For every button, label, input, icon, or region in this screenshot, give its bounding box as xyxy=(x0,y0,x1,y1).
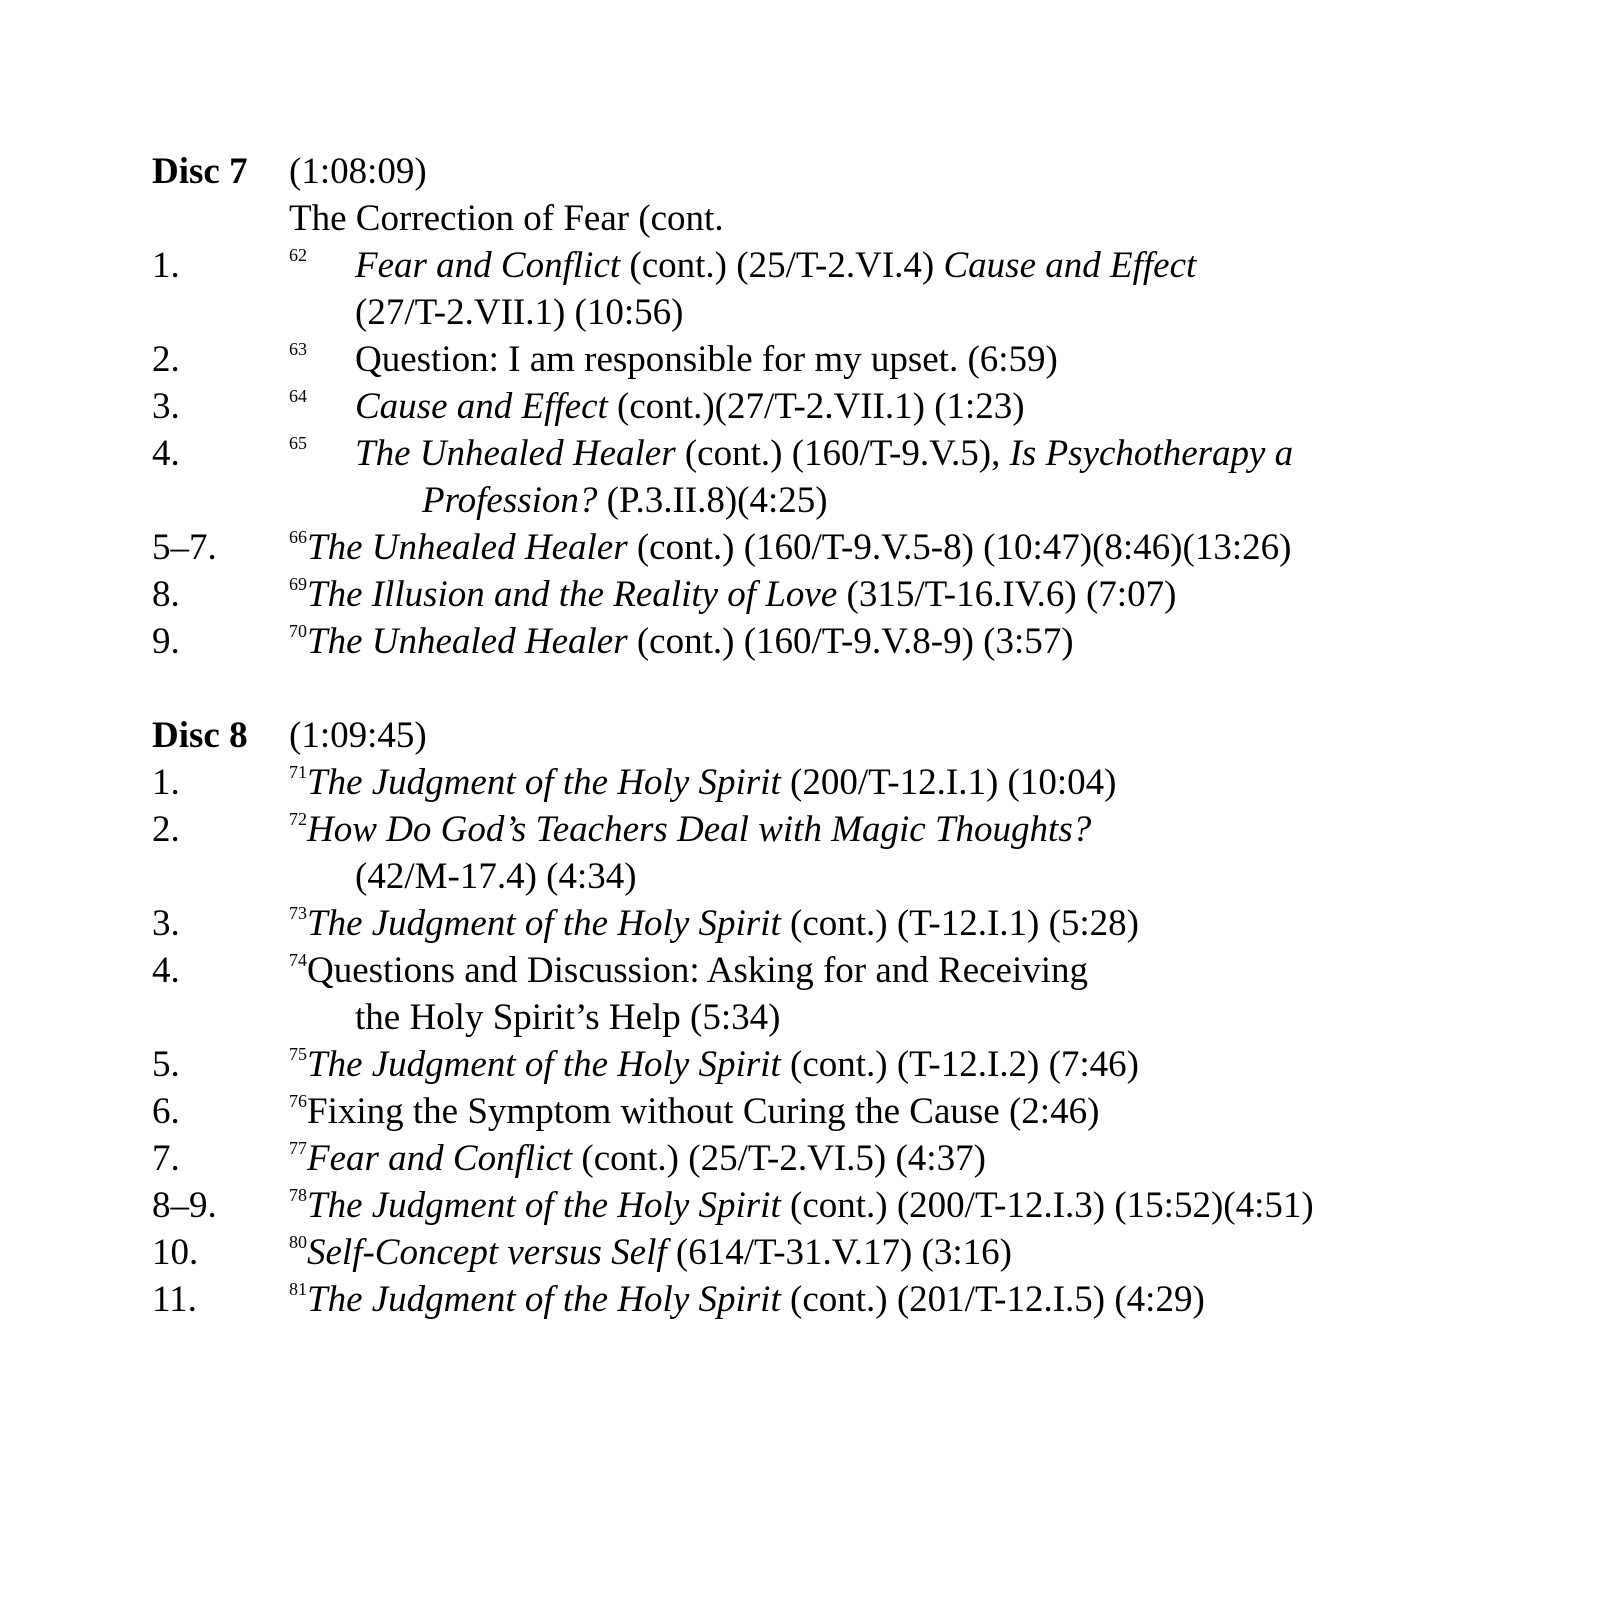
footnote-number: 78 xyxy=(289,1185,307,1205)
footnote-number: 64 xyxy=(289,386,307,406)
track-title xyxy=(289,618,1074,671)
track-number: 4. xyxy=(152,433,180,474)
track-number: 1. xyxy=(152,245,180,286)
title-italic: Profession? xyxy=(422,480,598,521)
title-text: (cont.)(27/T-2.VII.1) (1:23) xyxy=(607,386,1025,427)
footnote-number: 63 xyxy=(289,339,307,359)
title-text: (cont.) (200/T-12.I.3) (15:52)(4:51) xyxy=(780,1185,1314,1226)
track-title xyxy=(289,571,1176,624)
title-italic: Cause and Effect xyxy=(355,386,608,427)
title-text: (cont.) (T-12.I.2) (7:46) xyxy=(780,1044,1140,1085)
track-number: 7. xyxy=(152,1138,180,1179)
title-italic: The Judgment of the Holy Spirit xyxy=(307,1185,781,1226)
title-text: Question: I am responsible for my upset. (6:59) xyxy=(355,339,1058,380)
track-number: 6. xyxy=(152,1091,180,1132)
track-title xyxy=(289,806,1091,859)
title-text: Fixing the Symptom without Curing the Cause (2:46) xyxy=(307,1091,1100,1132)
track-title xyxy=(289,524,1291,577)
track-number: 2. xyxy=(152,339,180,380)
title-italic: How Do God’s Teachers Deal with Magic Thoughts? xyxy=(307,809,1092,850)
title-text: (cont.) (160/T-9.V.5-8) (10:47)(8:46)(13:26) xyxy=(627,527,1292,568)
track-title xyxy=(289,430,1293,483)
track-title-continuation: the Holy Spirit’s Help (5:34) xyxy=(355,997,781,1038)
track-title xyxy=(289,336,1058,389)
title-text: (cont.) (T-12.I.1) (5:28) xyxy=(780,903,1140,944)
title-italic: Fear and Conflict xyxy=(355,245,621,286)
title-italic: The Illusion and the Reality of Love xyxy=(307,574,838,615)
track-title xyxy=(289,900,1139,953)
footnote-number: 74 xyxy=(289,950,307,970)
title-text: (315/T-16.IV.6) (7:07) xyxy=(837,574,1177,615)
title-text: (614/T-31.V.17) (3:16) xyxy=(666,1232,1012,1273)
track-title-continuation xyxy=(422,477,828,525)
disc-label: Disc 7 xyxy=(152,151,248,192)
track-title-continuation: (27/T-2.VII.1) (10:56) xyxy=(355,292,684,333)
footnote-number: 75 xyxy=(289,1044,307,1064)
title-italic: The Unhealed Healer xyxy=(355,433,676,474)
track-number: 8. xyxy=(152,574,180,615)
title-text: Questions and Discussion: Asking for and Receiving xyxy=(307,950,1089,991)
title-italic: The Unhealed Healer xyxy=(307,527,628,568)
track-number: 3. xyxy=(152,903,180,944)
title-italic: The Judgment of the Holy Spirit xyxy=(307,762,781,803)
track-number: 3. xyxy=(152,386,180,427)
footnote-number: 77 xyxy=(289,1138,307,1158)
footnote-number: 66 xyxy=(289,527,307,547)
track-number: 11. xyxy=(152,1279,197,1320)
section-heading: The Correction of Fear (cont. xyxy=(289,198,724,239)
title-italic: The Judgment of the Holy Spirit xyxy=(307,1044,781,1085)
footnote-number: 69 xyxy=(289,574,307,594)
disc-duration: (1:08:09) xyxy=(289,151,427,192)
disc-duration: (1:09:45) xyxy=(289,715,427,756)
title-text: (cont.) (25/T-2.VI.4) xyxy=(620,245,944,286)
title-text: (cont.) (160/T-9.V.8-9) (3:57) xyxy=(627,621,1074,662)
disc-label: Disc 8 xyxy=(152,715,248,756)
title-italic: The Unhealed Healer xyxy=(307,621,628,662)
track-title xyxy=(289,947,1088,1000)
track-title xyxy=(289,1135,986,1188)
title-text: (cont.) (25/T-2.VI.5) (4:37) xyxy=(572,1138,986,1179)
track-number: 9. xyxy=(152,621,180,662)
track-number: 4. xyxy=(152,950,180,991)
footnote-number: 70 xyxy=(289,621,307,641)
footnote-number: 62 xyxy=(289,245,307,265)
track-title xyxy=(289,1276,1205,1329)
footnote-number: 71 xyxy=(289,762,307,782)
title-italic: Self-Concept versus Self xyxy=(307,1232,667,1273)
track-title-continuation: (42/M-17.4) (4:34) xyxy=(355,856,637,897)
footnote-number: 72 xyxy=(289,809,307,829)
track-title xyxy=(289,1229,1012,1282)
title-text: (P.3.II.8)(4:25) xyxy=(597,480,828,521)
footnote-number: 76 xyxy=(289,1091,307,1111)
track-title xyxy=(289,383,1025,436)
track-number: 2. xyxy=(152,809,180,850)
title-italic: The Judgment of the Holy Spirit xyxy=(307,1279,781,1320)
track-title xyxy=(289,1088,1099,1141)
track-title xyxy=(289,759,1116,812)
track-number: 8–9. xyxy=(152,1185,217,1226)
track-title xyxy=(289,1182,1314,1235)
title-text: (cont.) (201/T-12.I.5) (4:29) xyxy=(780,1279,1205,1320)
track-title xyxy=(289,1041,1139,1094)
footnote-number: 80 xyxy=(289,1232,307,1252)
track-number: 5. xyxy=(152,1044,180,1085)
title-italic: Fear and Conflict xyxy=(307,1138,573,1179)
track-title xyxy=(289,242,1196,295)
title-italic-2: Cause and Effect xyxy=(943,245,1197,286)
footnote-number: 73 xyxy=(289,903,307,923)
title-text: (cont.) (160/T-9.V.5), xyxy=(675,433,1010,474)
track-number: 5–7. xyxy=(152,527,217,568)
track-number: 1. xyxy=(152,762,180,803)
title-italic-2: Is Psychotherapy a xyxy=(1009,433,1294,474)
title-text: (200/T-12.I.1) (10:04) xyxy=(780,762,1117,803)
title-italic: The Judgment of the Holy Spirit xyxy=(307,903,781,944)
footnote-number: 65 xyxy=(289,433,307,453)
track-number: 10. xyxy=(152,1232,199,1273)
footnote-number: 81 xyxy=(289,1279,307,1299)
